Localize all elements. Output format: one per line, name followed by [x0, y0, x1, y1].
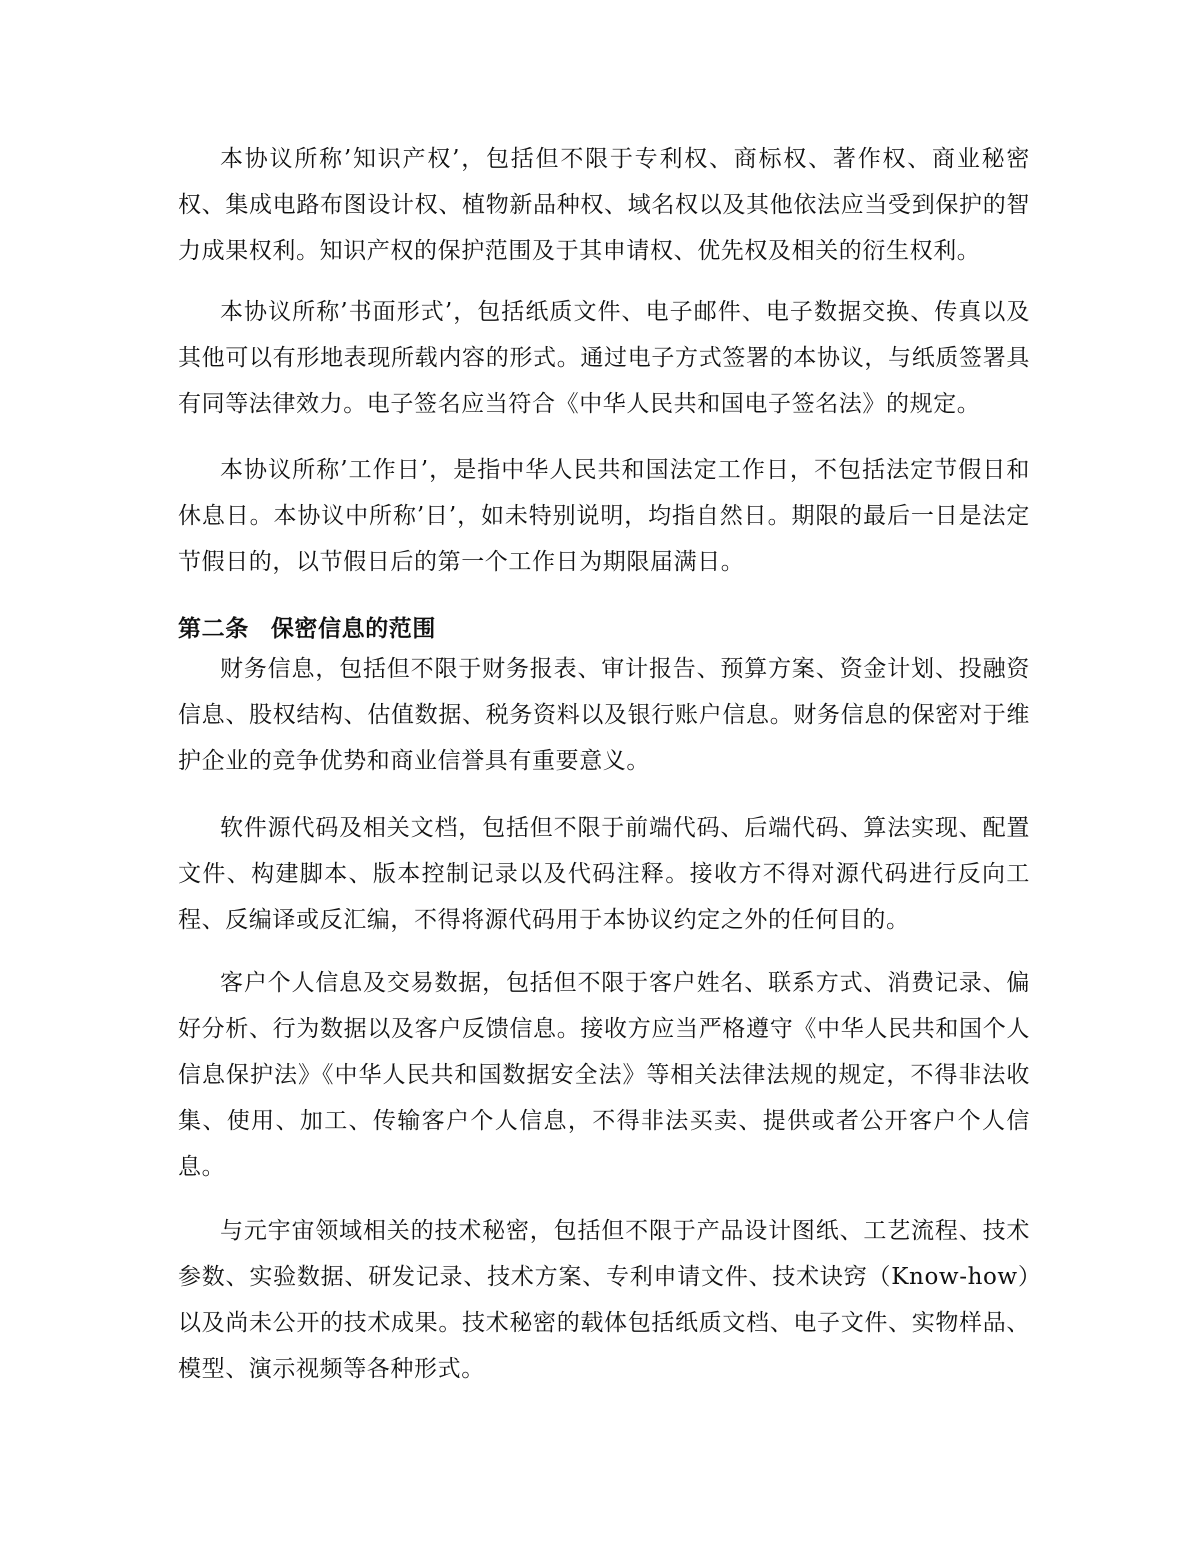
article-2-paragraph-tech-secrets: 与元宇宙领域相关的技术秘密，包括但不限于产品设计图纸、工艺流程、技术参数、实验数据、研发记录、技术方案、专利申请文件、技术诀窍（Know-how）以及尚未公开的技术成果。技术秘密的载体包括纸质文档、电子文件、实物样品、模型、演示视频等各种形式。	[178, 1218, 1030, 1382]
definition-paragraph-ip: 本协议所称’知识产权’，包括但不限于专利权、商标权、著作权、商业秘密权、集成电路布图设计权、植物新品种权、域名权以及其他依法应当受到保护的智力成果权利。知识产权的保护范围及于其申请权、优先权及相关的衍生权利。	[178, 146, 1030, 264]
article-2-paragraph-source-code: 软件源代码及相关文档，包括但不限于前端代码、后端代码、算法实现、配置文件、构建脚本、版本控制记录以及代码注释。接收方不得对源代码进行反向工程、反编译或反汇编，不得将源代码用于本协议约定之外的任何目的。	[178, 815, 1030, 933]
article-2-number: 第二条	[178, 616, 249, 642]
article-2-paragraph-financial: 财务信息，包括但不限于财务报表、审计报告、预算方案、资金计划、投融资信息、股权结构、估值数据、税务资料以及银行账户信息。财务信息的保密对于维护企业的竞争优势和商业信誉具有重要意义。	[178, 656, 1030, 774]
definition-paragraph-written-form: 本协议所称’书面形式’，包括纸质文件、电子邮件、电子数据交换、传真以及其他可以有形地表现所载内容的形式。通过电子方式签署的本协议，与纸质签署具有同等法律效力。电子签名应当符合《中华人民共和国电子签名法》的规定。	[178, 299, 1030, 417]
article-2-title: 保密信息的范围	[270, 616, 437, 642]
article-2-heading	[178, 614, 1030, 644]
definition-paragraph-workday: 本协议所称’工作日’，是指中华人民共和国法定工作日，不包括法定节假日和休息日。本协议中所称’日’，如未特别说明，均指自然日。期限的最后一日是法定节假日的，以节假日后的第一个工作日为期限届满日。	[178, 457, 1030, 575]
article-2-paragraph-customer-data: 客户个人信息及交易数据，包括但不限于客户姓名、联系方式、消费记录、偏好分析、行为数据以及客户反馈信息。接收方应当严格遵守《中华人民共和国个人信息保护法》《中华人民共和国数据安全法》等相关法律法规的规定，不得非法收集、使用、加工、传输客户个人信息，不得非法买卖、提供或者公开客户个人信息。	[178, 970, 1030, 1180]
